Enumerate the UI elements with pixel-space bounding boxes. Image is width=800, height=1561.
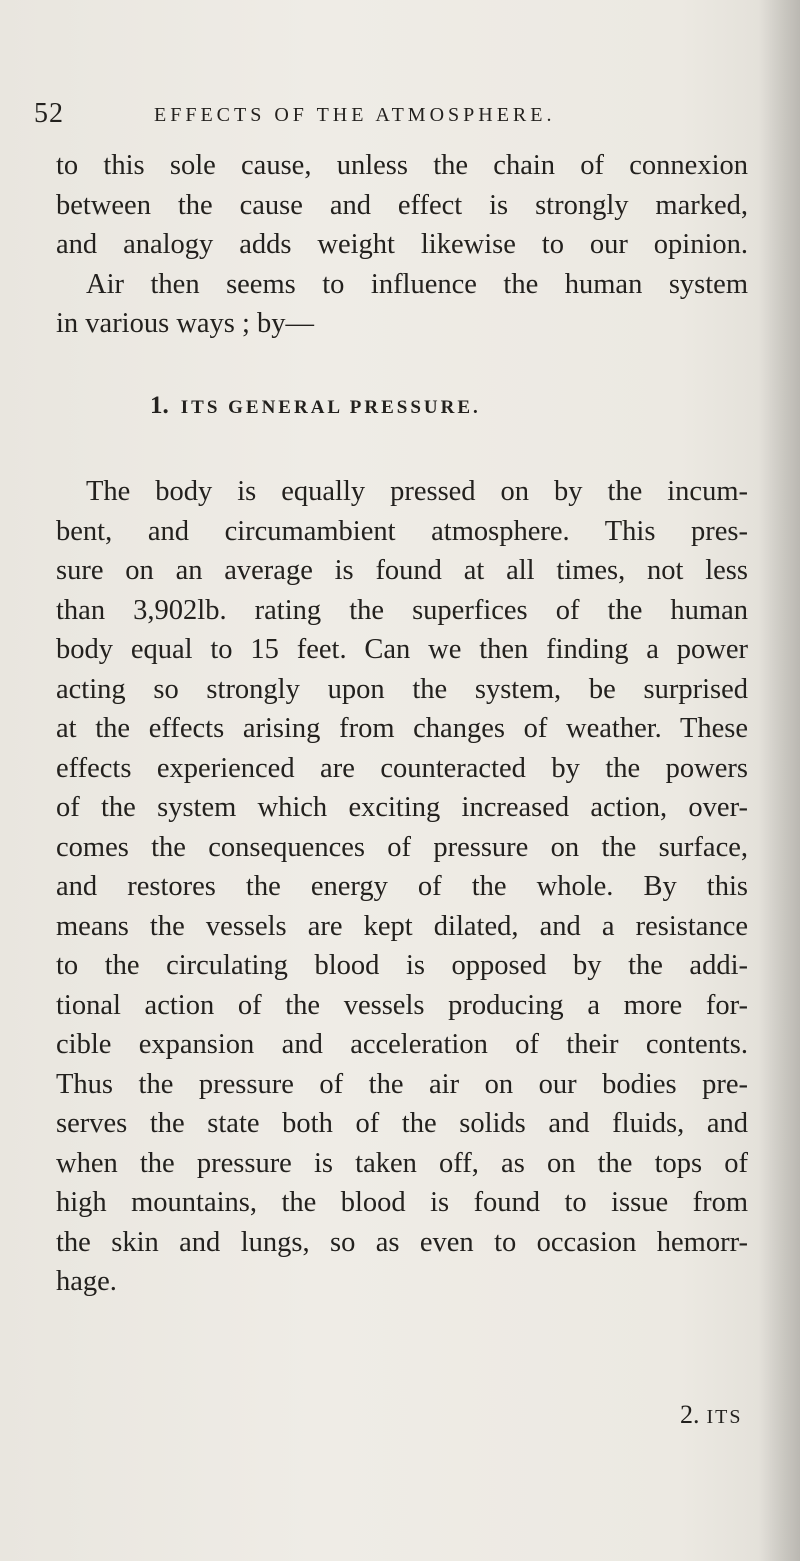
- body-paragraph: [56, 472, 748, 1302]
- section-heading: [150, 392, 481, 420]
- text-line: serves the state both of the solids and fluids, and: [56, 1108, 748, 1139]
- text-line: the skin and lungs, so as even to occasion hemorr-: [56, 1226, 748, 1258]
- text-line: means the vessels are kept dilated, and a resistance: [56, 910, 748, 942]
- text-line: cible expansion and acceleration of their contents.: [56, 1029, 748, 1060]
- text-line: and analogy adds weight likewise to our opinion.: [56, 229, 748, 260]
- text-line: Thus the pressure of the air on our bodies pre-: [56, 1068, 748, 1100]
- intro-paragraph: [56, 146, 748, 344]
- text-line: than 3,902lb. rating the superfices of the human: [56, 594, 748, 626]
- catchword: [680, 1400, 743, 1430]
- text-line: The body is equally pressed on by the incum-: [86, 476, 748, 507]
- running-head: EFFECTS OF THE ATMOSPHERE.: [154, 104, 556, 126]
- page-number: 52: [34, 98, 64, 129]
- text-line: acting so strongly upon the system, be surprised: [56, 673, 748, 705]
- page-header: [34, 98, 734, 134]
- page-edge-shadow: [758, 0, 800, 1561]
- text-line: when the pressure is taken off, as on the tops of: [56, 1147, 748, 1179]
- text-line: of the system which exciting increased action, over-: [56, 792, 748, 823]
- section-title: ITS GENERAL PRESSURE.: [180, 397, 481, 418]
- text-line: sure on an average is found at all times, not less: [56, 555, 748, 586]
- text-line: at the effects arising from changes of weather. These: [56, 713, 748, 744]
- text-line: hage.: [56, 1266, 117, 1297]
- text-line: body equal to 15 feet. Can we then finding a power: [56, 634, 748, 665]
- text-line: high mountains, the blood is found to issue from: [56, 1187, 748, 1218]
- text-line: and restores the energy of the whole. By this: [56, 871, 748, 902]
- text-line: effects experienced are counteracted by the powers: [56, 752, 748, 784]
- text-line: between the cause and effect is strongly marked,: [56, 189, 748, 221]
- text-line: to this sole cause, unless the chain of connexion: [56, 150, 748, 181]
- text-line: to the circulating blood is opposed by the addi-: [56, 950, 748, 981]
- catchword-text: ITS: [706, 1406, 743, 1428]
- catchword-number: 2.: [680, 1400, 700, 1429]
- text-line: tional action of the vessels producing a more for-: [56, 989, 748, 1021]
- text-line: comes the consequences of pressure on the surface,: [56, 831, 748, 863]
- text-line: in various ways ; by—: [56, 308, 315, 339]
- text-line: bent, and circumambient atmosphere. This pres-: [56, 515, 748, 547]
- text-line: Air then seems to influence the human system: [86, 268, 748, 300]
- section-number: 1.: [150, 392, 169, 419]
